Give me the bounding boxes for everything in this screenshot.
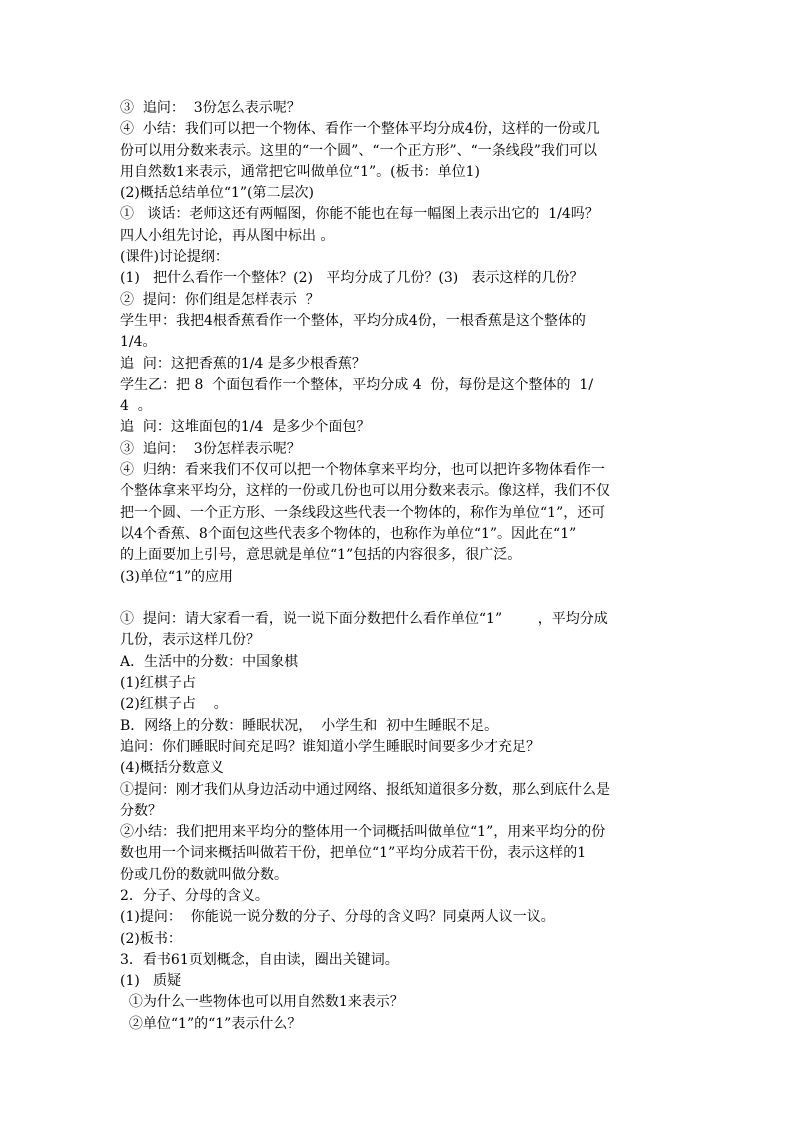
- text-line: 分数？: [120, 802, 162, 819]
- text-line: (2)红棋子占 。: [120, 696, 228, 713]
- text-line: (2)板书：: [120, 930, 182, 947]
- text-line: ①提问：刚才我们从身边活动中通过网络、报纸知道很多分数，那么到底什么是: [120, 781, 610, 798]
- text-line: (1)红棋子占: [120, 675, 196, 692]
- text-line: (1) 把什么看作一个整体？(2) 平均分成了几份？(3) 表示这样的几份？: [120, 270, 584, 287]
- text-line: ④ 归纳：看来我们不仅可以把一个物体拿来平均分，也可以把许多物体看作一: [120, 462, 605, 479]
- text-line: 1/4。: [120, 334, 157, 351]
- text-line: (1) 质疑: [120, 973, 182, 990]
- text-line: ③ 追问： 3份怎么表示呢？: [120, 100, 301, 116]
- text-line: (1)提问： 你能说一说分数的分子、分母的含义吗？同桌两人议一议。: [120, 909, 555, 926]
- text-line: ① 谈话：老师这还有两幅图，你能不能也在每一幅图上表示出它的 1/4吗？: [120, 206, 599, 223]
- text-line: 份或几份的数就叫做分数。: [120, 866, 288, 883]
- text-line: ① 提问：请大家看一看，说一说下面分数把什么看作单位“1” ，平均分成: [120, 611, 608, 628]
- text-line: ②单位“1”的“1”表示什么？: [120, 1015, 302, 1032]
- text-line: 的上面要加上引号，意思就是单位“1”包括的内容很多，很广泛。: [120, 547, 522, 564]
- text-line: 份可以用分数来表示。这里的“一个圆”、“一个正方形”、“一条线段”我们可以: [120, 142, 597, 159]
- text-line: 把一个圆、一个正方形、一条线段这些代表一个物体的，称作为单位“1”，还可: [120, 504, 606, 521]
- section-heading: 3．看书61页划概念，自由读，圈出关键词。: [120, 951, 399, 968]
- text-line: 用自然数1来表示，通常把它叫做单位“1”。(板书：单位1): [120, 163, 480, 180]
- text-line: B．网络上的分数：睡眠状况， 小学生和 初中生睡眠不足。: [120, 717, 499, 734]
- text-line: ②小结：我们把用来平均分的整体用一个词概括叫做单位“1”，用来平均分的份: [120, 824, 606, 841]
- text-line: 几份，表示这样几份？: [120, 632, 260, 649]
- text-line: 学生甲：我把4根香蕉看作一个整体，平均分成4份，一根香蕉是这个整体的: [120, 312, 586, 329]
- text-line: 4 。: [120, 398, 152, 415]
- text-line: ④ 小结：我们可以把一个物体、看作一个整体平均分成4份，这样的一份或几: [120, 121, 600, 138]
- section-heading: (2)概括总结单位“1”(第二层次): [120, 185, 314, 202]
- text-line: ② 提问：你们组是怎样表示 ？: [120, 291, 320, 308]
- text-line: ①为什么一些物体也可以用自然数1来表示？: [120, 994, 404, 1011]
- text-line: 追 问：这把香蕉的1/4 是多少根香蕉？: [120, 355, 366, 372]
- text-line: ③ 追问： 3份怎样表示呢？: [120, 440, 301, 457]
- text-line: 追问：你们睡眠时间充足吗？谁知道小学生睡眠时间要多少才充足？: [120, 738, 540, 755]
- section-heading: (4)概括分数意义: [120, 760, 224, 777]
- text-line: 四人小组先讨论，再从图中标出 。: [120, 227, 335, 244]
- text-line: 数也用一个词来概括叫做若干份，把单位“1”平均分成若干份，表示这样的1: [120, 845, 587, 862]
- text-line: 个整体拿来平均分，这样的一份或几份也可以用分数来表示。像这样，我们不仅: [120, 483, 610, 500]
- section-heading: (3)单位“1”的应用: [120, 568, 234, 585]
- text-line: 学生乙：把 8 个面包看作一个整体，平均分成 4 份，每份是这个整体的 1/: [120, 376, 594, 393]
- blank-line: [120, 588, 676, 609]
- text-line: 以4个香蕉、8个面包这些代表多个物体的，也称作为单位“1”。因此在“1”: [120, 525, 577, 542]
- text-line: 追 问：这堆面包的1/4 是多少个面包？: [120, 419, 371, 436]
- text-line: (课件)讨论提纲：: [120, 249, 229, 266]
- text-line: A．生活中的分数：中国象棋: [120, 653, 299, 670]
- document-body: [120, 98, 676, 1035]
- section-heading: 2．分子、分母的含义。: [120, 887, 269, 904]
